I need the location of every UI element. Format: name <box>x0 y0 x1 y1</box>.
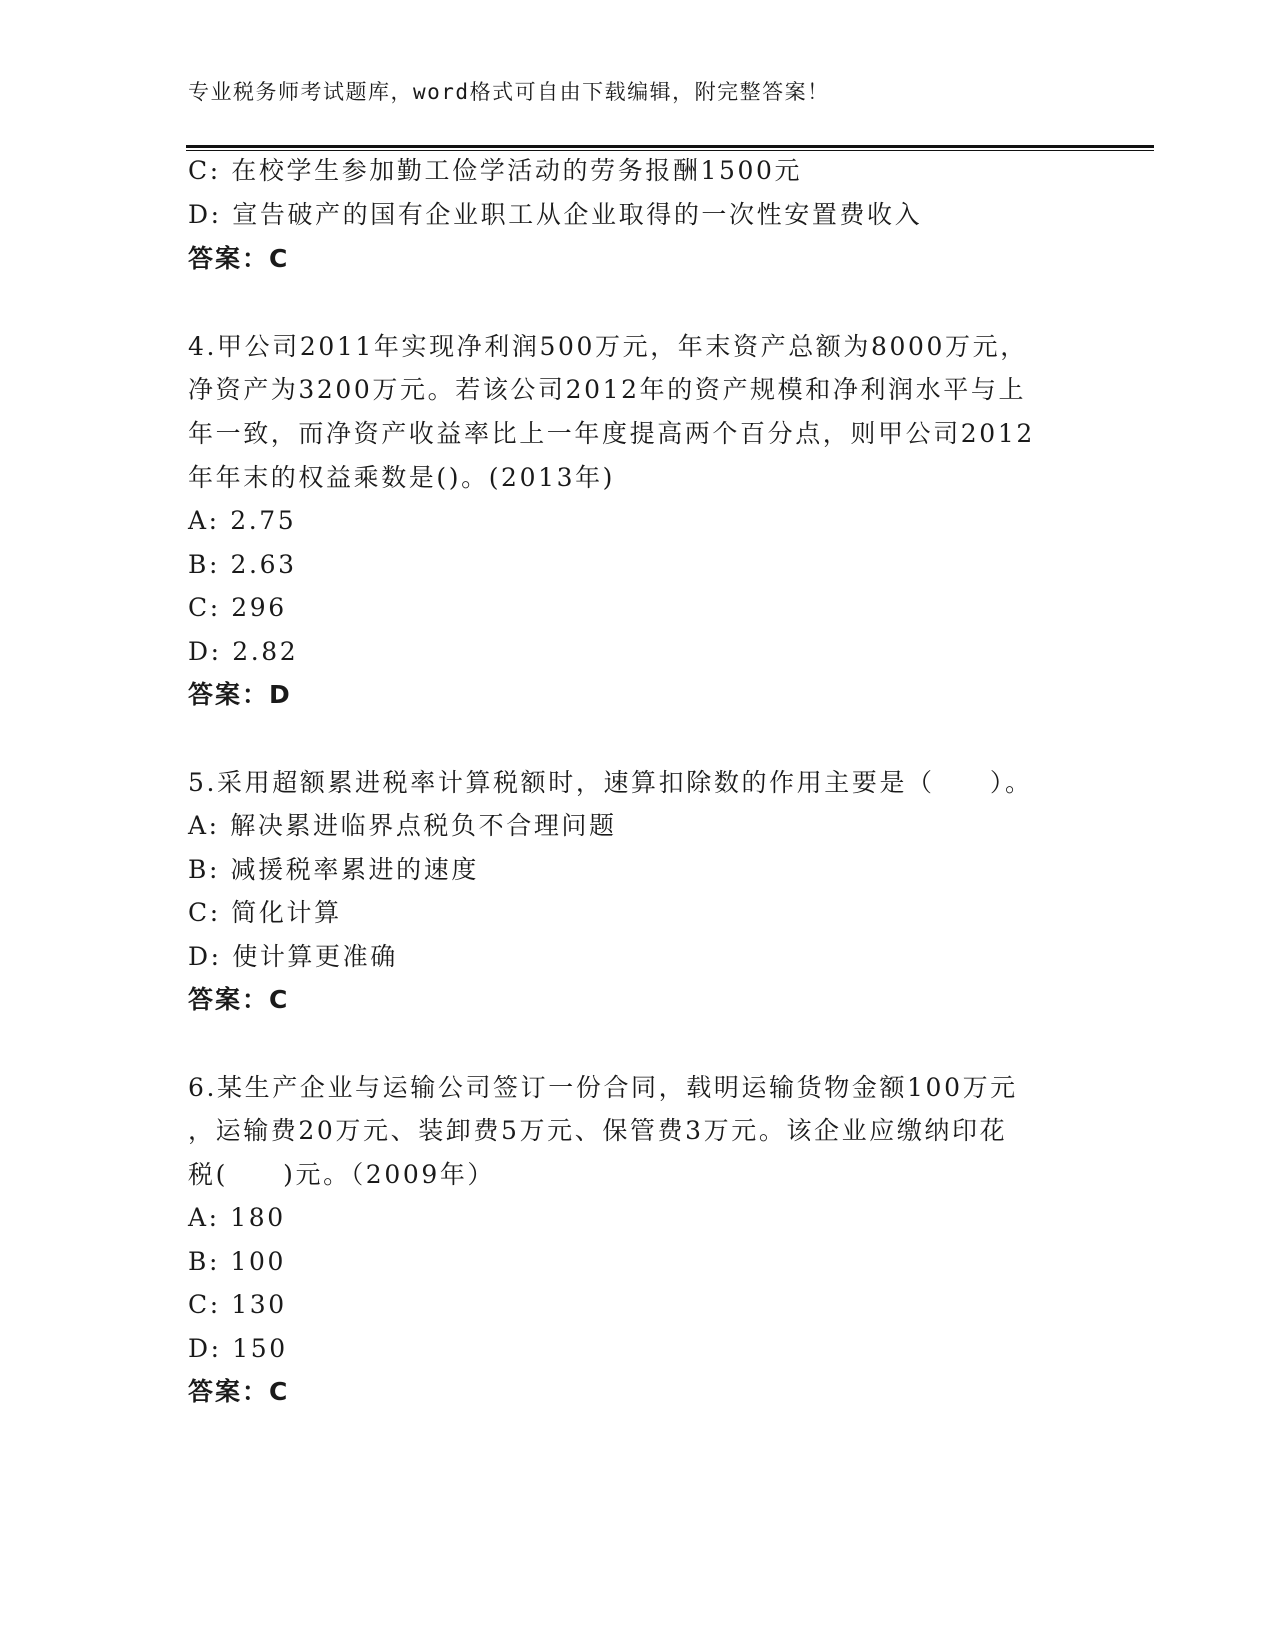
q6-option-b: B: 100 <box>188 1247 287 1276</box>
q5-answer: 答案：C <box>188 985 290 1014</box>
page-header: 专业税务师考试题库，word格式可自由下载编辑，附完整答案！ <box>188 80 830 104</box>
q4-stem-line-3: 年一致，而净资产收益率比上一年度提高两个百分点，则甲公司2012 <box>188 419 1035 448</box>
header-rule-thin <box>186 150 1154 151</box>
q5-option-d: D: 使计算更准确 <box>188 942 398 971</box>
q4-option-d: D: 2.82 <box>188 637 299 666</box>
q4-stem-line-1: 4.甲公司2011年实现净利润500万元，年末资产总额为8000万元， <box>188 332 1028 361</box>
q4-answer: 答案：D <box>188 680 292 709</box>
q6-stem-line-3: 税( )元。（2009年） <box>188 1160 496 1189</box>
q6-option-c: C: 130 <box>188 1290 287 1319</box>
q5-option-a: A: 解决累进临界点税负不合理问题 <box>188 811 617 840</box>
q4-option-a: A: 2.75 <box>188 506 297 535</box>
q6-answer: 答案：C <box>188 1377 290 1406</box>
q5-option-c: C: 简化计算 <box>188 898 342 927</box>
header-rule-thick <box>186 145 1154 148</box>
q4-option-c: C: 296 <box>188 593 287 622</box>
q6-option-d: D: 150 <box>188 1334 288 1363</box>
q6-stem-line-1: 6.某生产企业与运输公司签订一份合同，载明运输货物金额100万元 <box>188 1073 1018 1102</box>
q5-stem-line-1: 5.采用超额累进税率计算税额时，速算扣除数的作用主要是（ ）。 <box>188 768 1033 797</box>
q3-answer: 答案：C <box>188 244 290 273</box>
q3-option-c: C: 在校学生参加勤工俭学活动的劳务报酬1500元 <box>188 156 803 185</box>
q4-option-b: B: 2.63 <box>188 550 297 579</box>
q4-stem-line-4: 年年末的权益乘数是()。(2013年) <box>188 463 616 492</box>
q4-stem-line-2: 净资产为3200万元。若该公司2012年的资产规模和净利润水平与上 <box>188 375 1027 404</box>
q6-stem-line-2: ，运输费20万元、装卸费5万元、保管费3万元。该企业应缴纳印花 <box>188 1116 1008 1145</box>
q3-option-d: D: 宣告破产的国有企业职工从企业取得的一次性安置费收入 <box>188 200 923 229</box>
q6-option-a: A: 180 <box>188 1203 286 1232</box>
q5-option-b: B: 减援税率累进的速度 <box>188 855 479 884</box>
